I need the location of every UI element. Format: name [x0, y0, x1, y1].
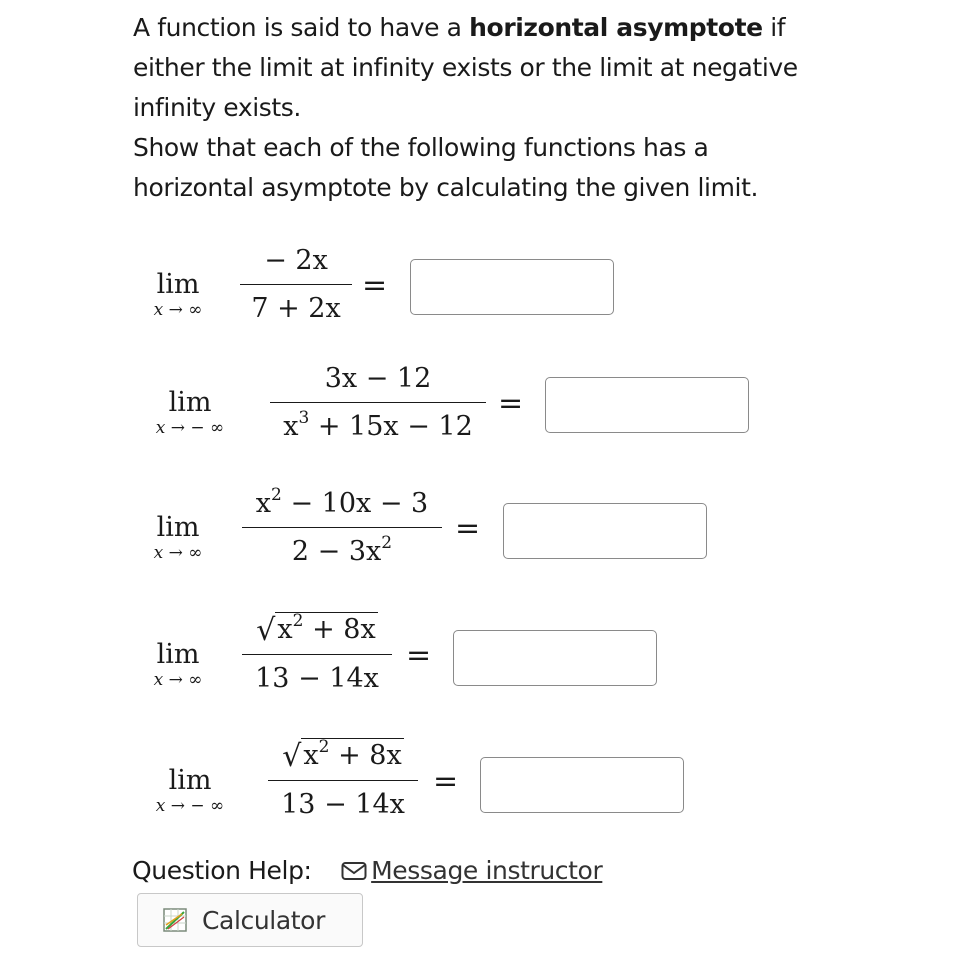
equals-sign: = — [498, 386, 524, 421]
answer-input-5[interactable] — [480, 757, 684, 813]
fraction — [268, 738, 418, 822]
equals-sign: = — [433, 764, 459, 799]
key-term: horizontal asymptote — [469, 13, 763, 42]
calculator-label: Calculator — [202, 905, 325, 935]
limit-problem-3 — [0, 485, 961, 585]
limit-operator: lim x → − ∞ — [155, 387, 225, 438]
answer-input-4[interactable] — [453, 630, 657, 686]
limit-operator: lim x → ∞ — [153, 512, 203, 563]
limit-problem-1 — [0, 240, 961, 340]
equals-sign: = — [362, 268, 388, 303]
denominator: $x^3 + 15x - 12$ — [283, 408, 473, 442]
numerator: − 2x — [264, 245, 328, 276]
calculator-button[interactable] — [137, 893, 363, 947]
limit-problem-2 — [0, 360, 961, 460]
intro-paragraph-1: A function is said to have a horizontal asymptote if either the limit at infinity exists or the limit at negative infinity exists. — [133, 13, 798, 122]
fraction — [242, 487, 442, 569]
message-instructor-link[interactable]: Message instructor — [341, 856, 602, 885]
envelope-icon — [341, 861, 367, 881]
limit-problem-4 — [0, 612, 961, 712]
answer-input-2[interactable] — [545, 377, 749, 433]
square-root: $√x^2 + 8x$ — [256, 611, 376, 648]
answer-input-1[interactable] — [410, 259, 614, 315]
equals-sign: = — [406, 638, 432, 673]
numerator: 3x − 12 — [324, 363, 432, 394]
intro-paragraph-2: Show that each of the following functions has a horizontal asymptote by calculating the given limit. — [133, 133, 759, 202]
calculator-icon — [162, 907, 188, 933]
fraction — [240, 244, 352, 326]
fraction — [270, 362, 486, 444]
limit-operator: lim x → ∞ — [153, 269, 203, 320]
numerator — [242, 612, 392, 648]
answer-input-3[interactable] — [503, 503, 707, 559]
numerator: $x^2 - 10x - 3$ — [255, 485, 429, 519]
question-text — [133, 8, 833, 208]
denominator: 7 + 2x — [251, 293, 341, 324]
square-root: $√x^2 + 8x$ — [282, 737, 402, 774]
question-help-label: Question Help: — [132, 856, 312, 885]
denominator: 13 − 14x — [255, 663, 379, 694]
limit-problem-5 — [0, 738, 961, 838]
numerator — [268, 738, 418, 774]
question-help — [132, 856, 602, 885]
limit-operator: lim x → − ∞ — [155, 765, 225, 816]
equals-sign: = — [455, 511, 481, 546]
denominator: 13 − 14x — [281, 789, 405, 820]
fraction — [242, 612, 392, 696]
denominator: $2 - 3x^2$ — [291, 533, 393, 567]
limit-operator: lim x → ∞ — [153, 639, 203, 690]
